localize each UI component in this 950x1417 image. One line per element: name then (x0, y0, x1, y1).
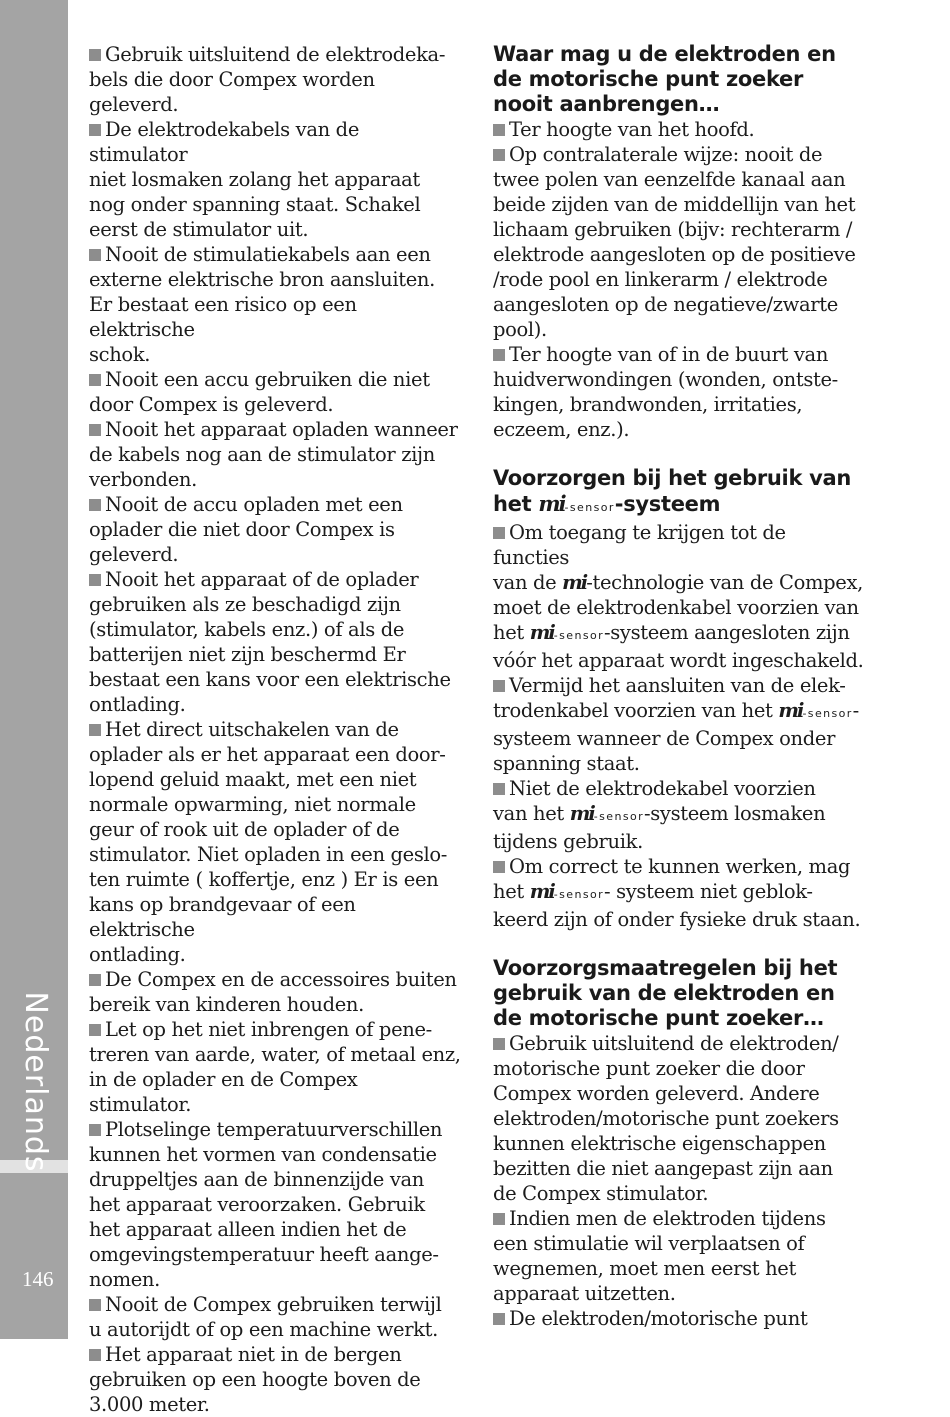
square-bullet-icon (89, 1124, 101, 1136)
list-item (89, 1342, 461, 1417)
mi-logo: mi (569, 802, 594, 825)
square-bullet-icon (89, 249, 101, 261)
square-bullet-icon (89, 499, 101, 511)
section-heading-mi-sensor (493, 466, 865, 520)
text-line: het apparaat veroorzaken. Gebruik (89, 1193, 425, 1216)
text-line: Let op het niet inbrengen of pene- (105, 1018, 432, 1041)
text-line: trodenkabel voorzien van het (493, 699, 779, 722)
text-line: stimulator. Niet opladen in een geslo- (89, 843, 448, 866)
text-line: motorische punt zoeker die door (493, 1057, 805, 1080)
list-item (493, 1306, 865, 1331)
text-line: Nooit de accu opladen met een (105, 493, 403, 516)
text-line: van het (493, 802, 570, 825)
text-line: Op contralaterale wijze: nooit de (509, 143, 823, 166)
text-line: externe elektrische bron aansluiten. (89, 268, 435, 291)
text-line: ten ruimte ( koffertje, enz ) Er is een (89, 868, 439, 891)
text-line: huidverwondingen (wonden, ontste- (493, 368, 838, 391)
mi-logo: mi (778, 699, 803, 722)
list-item (493, 1206, 865, 1306)
square-bullet-icon (89, 374, 101, 386)
right-column (493, 42, 865, 1331)
heading-line: -systeem (614, 492, 721, 516)
text-line: omgevingstemperatuur heeft aange- (89, 1243, 439, 1266)
square-bullet-icon (89, 124, 101, 136)
list-item (89, 367, 461, 417)
text-line: /rode pool en linkerarm / elektrode (493, 268, 828, 291)
text-line: schok. (89, 343, 151, 366)
list-item (89, 117, 461, 242)
text-line: eerst de stimulator uit. (89, 218, 309, 241)
text-line: gebruiken als ze beschadigd zijn (89, 593, 401, 616)
sensor-label: -sensor (553, 629, 605, 642)
square-bullet-icon (493, 1313, 505, 1325)
list-item (89, 717, 461, 967)
square-bullet-icon (493, 149, 505, 161)
text-line: Nooit het apparaat opladen wanneer (105, 418, 458, 441)
text-line: -systeem aangesloten zijn (604, 621, 850, 644)
text-line: verbonden. (89, 468, 197, 491)
list-item (89, 42, 461, 117)
text-line: batterijen niet zijn beschermd Er (89, 643, 406, 666)
language-label: Nederlands (18, 991, 53, 1173)
text-line: wegnemen, moet men eerst het (493, 1257, 796, 1280)
text-line: treren van aarde, water, of metaal enz, (89, 1043, 461, 1066)
text-line: apparaat uitzetten. (493, 1282, 676, 1305)
square-bullet-icon (89, 974, 101, 986)
list-item (89, 1117, 461, 1292)
mi-logo: mi (529, 880, 554, 903)
text-line: beide zijden van de middellijn van het (493, 193, 856, 216)
precautions-list (493, 1031, 865, 1331)
text-line: nomen. (89, 1268, 160, 1291)
text-line: spanning staat. (493, 752, 640, 775)
text-line: Gebruik uitsluitend de elektroden/ (509, 1032, 839, 1055)
text-line: de Compex stimulator. (493, 1182, 709, 1205)
text-line: in de oplader en de Compex stimulator. (89, 1068, 358, 1116)
list-item (89, 242, 461, 367)
text-line: - (852, 699, 859, 722)
text-line: lichaam gebruiken (bijv: rechterarm / (493, 218, 853, 241)
text-line: Om correct te kunnen werken, mag (509, 855, 851, 878)
list-item (89, 1017, 461, 1117)
text-line: tijdens gebruik. (493, 830, 643, 853)
list-item (493, 520, 865, 673)
square-bullet-icon (89, 424, 101, 436)
mi-logo: mi (538, 491, 565, 516)
square-bullet-icon (493, 527, 505, 539)
square-bullet-icon (493, 349, 505, 361)
text-line: pool). (493, 318, 547, 341)
section-heading-electrode-placement (493, 42, 865, 117)
list-item (493, 1031, 865, 1206)
text-line: Nooit een accu gebruiken die niet (105, 368, 430, 391)
text-line: Het direct uitschakelen van de (105, 718, 399, 741)
text-line: Gebruik uitsluitend de elektrodeka- (105, 43, 446, 66)
text-line: geleverd. (89, 543, 179, 566)
heading-line: de motorische punt zoeker… (493, 1006, 824, 1030)
text-line: oplader als er het apparaat een door- (89, 743, 446, 766)
square-bullet-icon (89, 724, 101, 736)
square-bullet-icon (493, 783, 505, 795)
text-line: Plotselinge temperatuurverschillen (105, 1118, 443, 1141)
text-line: niet losmaken zolang het apparaat (89, 168, 420, 191)
text-line: het (493, 880, 530, 903)
text-line: bezitten die niet aangepast zijn aan (493, 1157, 833, 1180)
text-line: gebruiken op een hoogte boven de (89, 1368, 421, 1391)
text-line: u autorijdt of op een machine werkt. (89, 1318, 438, 1341)
text-line: kingen, brandwonden, irritaties, (493, 393, 803, 416)
heading-line: Voorzorgen bij het gebruik van (493, 466, 852, 490)
text-line: De Compex en de accessoires buiten (105, 968, 457, 991)
text-line: Ter hoogte van of in de buurt van (509, 343, 829, 366)
text-line: geur of rook uit de oplader of de (89, 818, 400, 841)
sensor-label: -sensor (564, 501, 615, 514)
heading-line: Voorzorgsmaatregelen bij het (493, 956, 838, 980)
text-line: Ter hoogte van het hoofd. (509, 118, 755, 141)
text-line: een stimulatie wil verplaatsen of (493, 1232, 805, 1255)
text-line: lopend geluid maakt, met een niet (89, 768, 417, 791)
sensor-label: -sensor (593, 810, 645, 823)
sensor-label: -sensor (802, 707, 853, 720)
text-line: - systeem niet geblok- (604, 880, 813, 903)
text-line: vóór het apparaat wordt ingeschakeld. (493, 649, 864, 672)
text-line: door Compex is geleverd. (89, 393, 334, 416)
text-line: de kabels nog aan de stimulator zijn (89, 443, 435, 466)
square-bullet-icon (493, 1213, 505, 1225)
heading-line: nooit aanbrengen… (493, 92, 720, 116)
text-line: Het apparaat niet in de bergen (105, 1343, 402, 1366)
list-item (89, 492, 461, 567)
list-item (493, 142, 865, 342)
text-line: van de (493, 571, 563, 594)
square-bullet-icon (493, 124, 505, 136)
text-line: Indien men de elektroden tijdens (509, 1207, 826, 1230)
heading-line: het (493, 492, 539, 516)
list-item (493, 117, 865, 142)
text-line: Nooit het apparaat of de oplader (105, 568, 419, 591)
text-line: oplader die niet door Compex is (89, 518, 395, 541)
list-item (89, 567, 461, 717)
text-line: (stimulator, kabels enz.) of als de (89, 618, 405, 641)
square-bullet-icon (493, 680, 505, 692)
text-line: De elektrodekabels van de stimulator (89, 118, 360, 166)
list-item (493, 673, 865, 776)
text-line: aangesloten op de negatieve/zwarte (493, 293, 838, 316)
placement-list (493, 117, 865, 442)
text-line: -systeem losmaken (644, 802, 826, 825)
heading-line: de motorische punt zoeker (493, 67, 804, 91)
text-line: Om toegang te krijgen tot de functies (493, 521, 786, 569)
sensor-label: -sensor (553, 888, 605, 901)
text-line: Nooit de stimulatiekabels aan een (105, 243, 431, 266)
square-bullet-icon (89, 1349, 101, 1361)
text-line: Nooit de Compex gebruiken terwijl (105, 1293, 442, 1316)
text-line: Niet de elektrodekabel voorzien (509, 777, 816, 800)
text-line: Er bestaat een risico op een elektrische (89, 293, 357, 341)
text-line: moet de elektrodenkabel voorzien van (493, 596, 859, 619)
heading-line: gebruik van de elektroden en (493, 981, 835, 1005)
list-item (493, 342, 865, 442)
section-heading-electrode-precautions (493, 956, 865, 1031)
text-line: kunnen het vormen van condensatie (89, 1143, 437, 1166)
square-bullet-icon (89, 1024, 101, 1036)
square-bullet-icon (89, 1299, 101, 1311)
list-item (89, 967, 461, 1017)
text-line: kunnen elektrische eigenschappen (493, 1132, 826, 1155)
text-line: elektroden/motorische punt zoekers (493, 1107, 839, 1130)
text-line: het (493, 621, 530, 644)
text-line: normale opwarming, niet normale (89, 793, 416, 816)
left-column (89, 42, 461, 1417)
square-bullet-icon (89, 574, 101, 586)
text-line: systeem wanneer de Compex onder (493, 727, 836, 750)
text-line: het apparaat alleen indien het de (89, 1218, 407, 1241)
square-bullet-icon (493, 861, 505, 873)
text-line: bereik van kinderen houden. (89, 993, 364, 1016)
mi-logo: mi (562, 571, 587, 594)
square-bullet-icon (493, 1038, 505, 1050)
text-line: twee polen van eenzelfde kanaal aan (493, 168, 846, 191)
text-line: -technologie van de Compex, (586, 571, 863, 594)
list-item (493, 854, 865, 932)
text-line: bels die door Compex worden geleverd. (89, 68, 375, 116)
text-line: druppeltjes aan de binnenzijde van (89, 1168, 424, 1191)
text-line: nog onder spanning staat. Schakel (89, 193, 421, 216)
text-line: ontlading. (89, 693, 186, 716)
square-bullet-icon (89, 49, 101, 61)
page-number: 146 (22, 1267, 54, 1291)
list-item (493, 776, 865, 854)
text-line: De elektroden/motorische punt (509, 1307, 808, 1330)
text-line: bestaat een kans voor een elektrische (89, 668, 451, 691)
text-line: eczeem, enz.). (493, 418, 630, 441)
text-line: Vermijd het aansluiten van de elek- (509, 674, 846, 697)
mi-logo: mi (529, 621, 554, 644)
list-item (89, 1292, 461, 1342)
text-line: ontlading. (89, 943, 186, 966)
heading-line: Waar mag u de elektroden en (493, 42, 836, 66)
text-line: keerd zijn of onder fysieke druk staan. (493, 908, 861, 931)
text-line: 3.000 meter. (89, 1393, 210, 1416)
list-item (89, 417, 461, 492)
text-line: elektrode aangesloten op de positieve (493, 243, 856, 266)
text-line: Compex worden geleverd. Andere (493, 1082, 820, 1105)
text-line: kans op brandgevaar of een elektrische (89, 893, 356, 941)
